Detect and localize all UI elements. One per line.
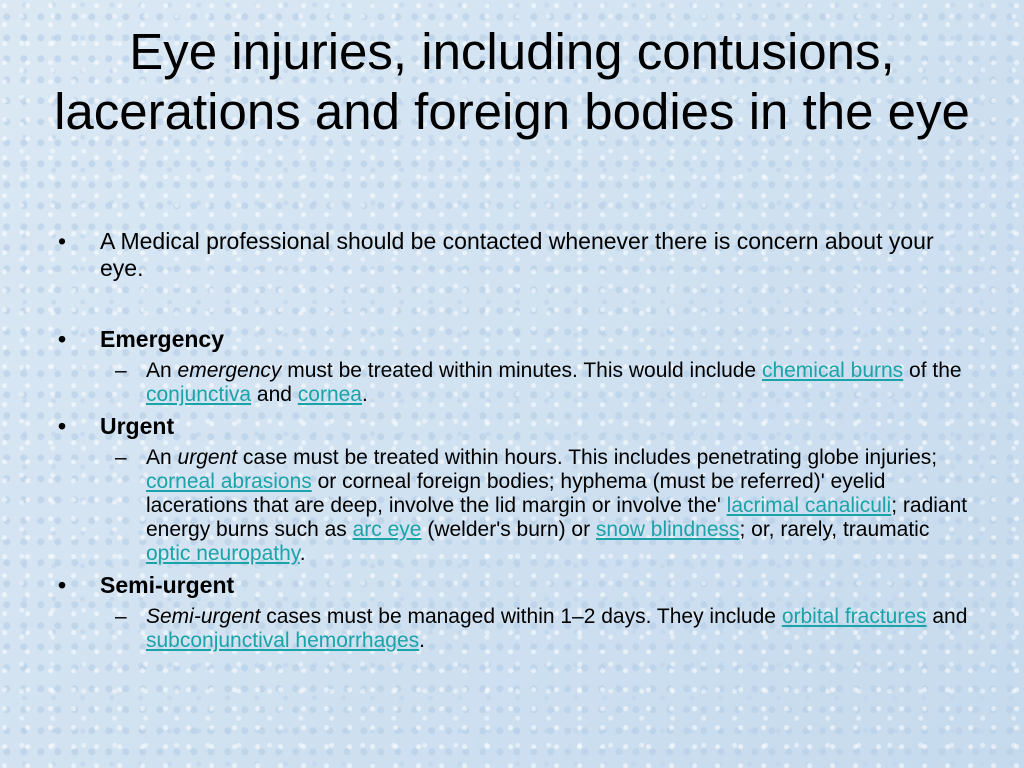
emphasis: emergency [177,359,282,382]
text-run: ; radiant energy burns such as [146,494,968,541]
bullet-semi-urgent [58,572,978,599]
text-run: . [362,383,368,406]
urgent-detail [58,446,978,566]
link-snow-blindness[interactable]: snow blindness [595,518,740,541]
urgent-heading: Urgent [100,413,175,439]
slide-body [58,228,978,653]
text-run: and [251,383,298,406]
link-chemical-burns[interactable]: chemical burns [761,359,904,382]
sub-mark: – [115,359,127,382]
text-run: An [146,359,178,382]
emphasis: urgent [177,446,238,469]
bullet-mark: • [58,572,67,598]
text-run: or corneal foreign bodies; hyphema (must be referred)' eyelid lacerations that are deep, involve the lid margin or involve the' [146,470,886,517]
text-run: must be treated within minutes. This would include [281,359,762,382]
text-run: (welder's burn) or [421,518,596,541]
link-orbital-fractures[interactable]: orbital fractures [781,605,927,628]
sub-mark: – [115,446,127,469]
text-run: of the [903,359,962,382]
semi-urgent-heading: Semi-urgent [100,572,235,598]
text-run: cases must be managed within 1–2 days. They include [260,605,782,628]
text-run: An [146,446,178,469]
emphasis: Semi-urgent [146,605,261,628]
bullet-intro [58,228,978,282]
text-run: case must be treated within hours. This includes penetrating globe injuries; [237,446,938,469]
link-corneal-abrasions[interactable]: corneal abrasions [146,470,312,493]
link-conjunctiva[interactable]: conjunctiva [146,383,252,406]
bullet-mark: • [58,228,67,254]
link-lacrimal-canaliculi[interactable]: lacrimal canaliculi [726,494,892,517]
slide-title: Eye injuries, including contusions, lacerations and foreign bodies in the eye [54,23,970,140]
emergency-detail [58,359,978,407]
bullet-mark: • [58,326,67,352]
link-arc-eye[interactable]: arc eye [352,518,422,541]
semi-urgent-detail [58,605,978,653]
text-run: and [926,605,968,628]
text-run: ; or, rarely, traumatic [739,518,930,541]
bullet-mark: • [58,413,67,439]
text-run: . [419,629,425,652]
link-optic-neuropathy[interactable]: optic neuropathy [146,542,300,565]
link-cornea[interactable]: cornea [297,383,362,406]
bullet-urgent [58,413,978,440]
link-subconjunctival-hemorrhages[interactable]: subconjunctival hemorrhages [146,629,420,652]
bullet-emergency [58,326,978,353]
intro-text: A Medical professional should be contacted whenever there is concern about your eye. [100,228,934,281]
sub-mark: – [115,605,127,628]
text-run: . [299,542,306,565]
emergency-heading: Emergency [100,326,225,352]
